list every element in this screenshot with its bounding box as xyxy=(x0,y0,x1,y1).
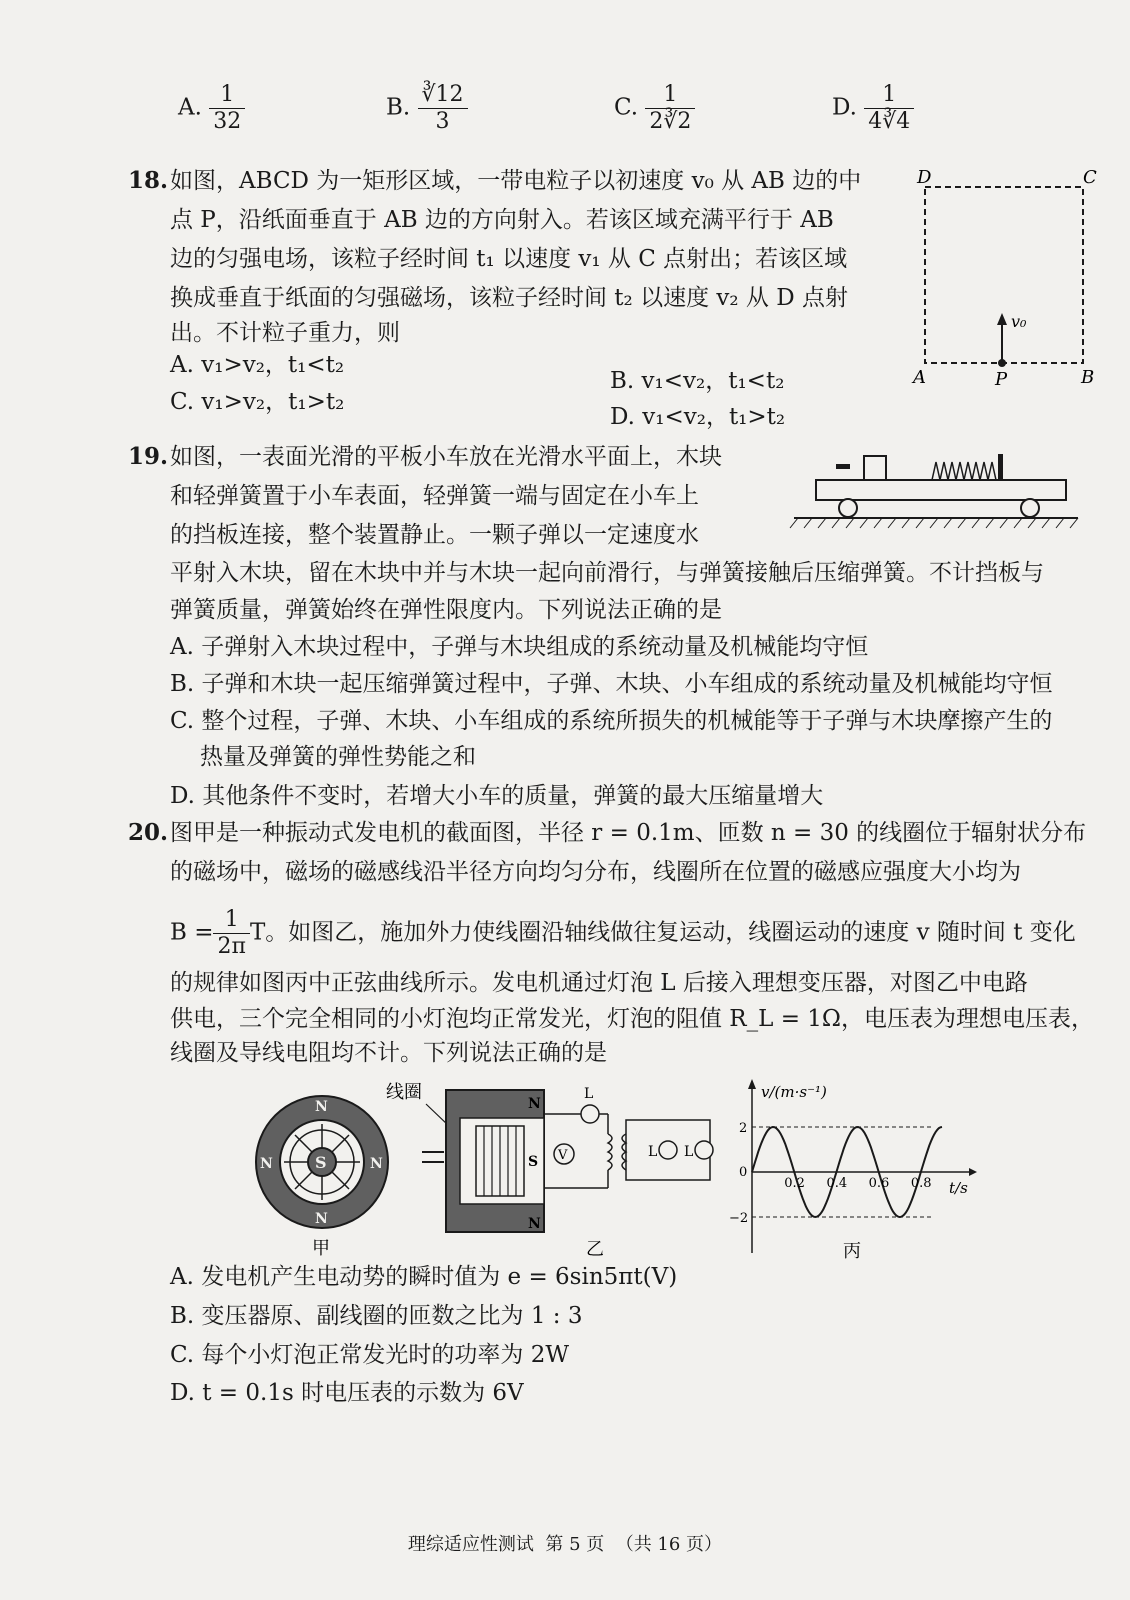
q20-option-c: C. 每个小灯泡正常发光时的功率为 2W xyxy=(170,1342,569,1368)
label-n-top: N xyxy=(315,1099,328,1115)
x-tick-0-4: 0.4 xyxy=(826,1176,848,1191)
q19-line-4: 平射入木块，留在木块中并与木块一起向前滑行，与弹簧接触后压缩弹簧。不计挡板与 xyxy=(170,560,1044,586)
q17-option-c xyxy=(614,82,695,135)
frac-den: 2π xyxy=(217,934,246,959)
q20-fig-bing-chart xyxy=(725,1075,990,1265)
q20-line-5: 供电，三个完全相同的小灯泡均正常发光，灯泡的阻值 R_L = 1Ω，电压表为理想电压表， xyxy=(170,1006,1094,1032)
frac-num: ∛12 xyxy=(418,82,468,109)
frac-den: 2∛2 xyxy=(649,109,692,134)
cart-board xyxy=(816,480,1066,500)
q19-cart-figure xyxy=(786,446,1086,536)
q20-line-4: 的规律如图丙中正弦曲线所示。发电机通过灯泡 L 后接入理想变压器，对图乙中电路 xyxy=(170,970,1028,996)
label-n-right: N xyxy=(370,1156,383,1172)
caption-yi: 乙 xyxy=(586,1239,604,1260)
label-s: S xyxy=(315,1153,327,1172)
caption-jia: 甲 xyxy=(312,1238,330,1259)
label-n-left: N xyxy=(260,1156,273,1172)
bulb-l-parallel-1-label: L xyxy=(648,1144,658,1160)
x-axis-label: t/s xyxy=(949,1179,968,1197)
q18-option-b: B. v₁<v₂，t₁<t₂ xyxy=(610,368,785,394)
wood-block xyxy=(864,456,886,480)
bulb-l-series-label: L xyxy=(584,1086,594,1102)
q19-line-2: 和轻弹簧置于小车表面，轻弹簧一端与固定在小车上 xyxy=(170,483,699,509)
bulb-l-series xyxy=(581,1105,599,1123)
q17-option-b-label: B. xyxy=(386,94,411,121)
q18-line-1: 如图，ABCD 为一矩形区域，一带电粒子以初速度 v₀ 从 AB 边的中 xyxy=(170,168,862,194)
q20-line-6: 线圈及导线电阻均不计。下列说法正确的是 xyxy=(170,1040,607,1066)
q20-fig-jia xyxy=(252,1090,402,1260)
q17-option-c-frac xyxy=(645,82,695,135)
frac-den: 32 xyxy=(213,109,242,134)
transformer-primary xyxy=(608,1134,612,1170)
label-b: B xyxy=(1081,367,1095,388)
y-tick-neg2: −2 xyxy=(729,1211,749,1226)
q19-line-3: 的挡板连接，整个装置静止。一颗子弹以一定速度水 xyxy=(170,522,699,548)
y-tick-2: 2 xyxy=(739,1121,748,1136)
q18-line-5: 出。不计粒子重力，则 xyxy=(170,320,400,346)
q17-option-a-frac xyxy=(209,82,245,135)
q18-option-a: A. v₁>v₂，t₁<t₂ xyxy=(170,352,345,378)
label-n-bottom: N xyxy=(528,1216,541,1232)
frac-num: 1 xyxy=(209,82,245,109)
q20-line-1: 图甲是一种振动式发电机的截面图，半径 r = 0.1m、匝数 n = 30 的线圈位于辐射状分布 xyxy=(170,820,1087,846)
q20-line-3-post: T。如图乙，施加外力使线圈沿轴线做往复运动，线圈运动的速度 v 随时间 t 变化 xyxy=(249,919,1076,946)
bulb-l-parallel-1 xyxy=(659,1141,677,1159)
q17-option-a xyxy=(178,82,245,135)
q18-option-c: C. v₁>v₂，t₁>t₂ xyxy=(170,389,345,415)
q19-number: 19. xyxy=(128,443,169,470)
q18-line-4: 换成垂直于纸面的匀强磁场，该粒子经时间 t₂ 以速度 v₂ 从 D 点射 xyxy=(170,285,848,311)
q20-option-b: B. 变压器原、副线圈的匝数之比为 1 : 3 xyxy=(170,1303,583,1329)
label-c: C xyxy=(1083,167,1097,188)
q18-number: 18. xyxy=(128,167,169,194)
coil-label: 线圈 xyxy=(386,1082,422,1103)
y-tick-0: 0 xyxy=(739,1165,748,1180)
q17-option-d xyxy=(832,82,914,135)
q20-option-a: A. 发电机产生电动势的瞬时值为 e = 6sin5πt(V) xyxy=(170,1264,678,1290)
ground-hatch xyxy=(790,518,1078,528)
q19-option-d: D. 其他条件不变时，若增大小车的质量，弹簧的最大压缩量增大 xyxy=(170,783,824,809)
q20-option-d: D. t = 0.1s 时电压表的示数为 6V xyxy=(170,1380,524,1406)
velocity-arrowhead xyxy=(997,313,1007,325)
x-axis-arrowhead xyxy=(969,1168,977,1176)
spring xyxy=(932,462,996,480)
q20-line-2: 的磁场中，磁场的磁感线沿半径方向均匀分布，线圈所在位置的磁感应强度大小均为 xyxy=(170,859,1021,885)
x-tick-0-8: 0.8 xyxy=(910,1176,932,1191)
frac-num: 1 xyxy=(213,907,249,934)
q17-option-d-label: D. xyxy=(832,94,857,121)
q19-option-b: B. 子弹和木块一起压缩弹簧过程中，子弹、木块、小车组成的系统动量及机械能均守恒 xyxy=(170,671,1053,697)
rectangle-abcd xyxy=(925,187,1083,363)
frac-den: 4∛4 xyxy=(868,109,911,134)
frac-den: 3 xyxy=(435,109,450,134)
q18-line-2: 点 P，沿纸面垂直于 AB 边的方向射入。若该区域充满平行于 AB xyxy=(170,207,834,233)
cart-wheel-left xyxy=(839,499,857,517)
q19-line-5: 弹簧质量，弹簧始终在弹性限度内。下列说法正确的是 xyxy=(170,597,722,623)
q19-option-a: A. 子弹射入木块过程中，子弹与木块组成的系统动量及机械能均守恒 xyxy=(170,634,869,660)
cart-wheel-right xyxy=(1021,499,1039,517)
q17-option-d-frac xyxy=(864,82,914,135)
q20-line-3 xyxy=(170,907,1076,960)
label-v0: v₀ xyxy=(1011,312,1027,331)
label-s: S xyxy=(528,1154,539,1170)
q20-fig-yi xyxy=(386,1070,726,1260)
frac-num: 1 xyxy=(645,82,695,109)
label-d: D xyxy=(917,167,932,188)
y-axis-label: v/(m·s⁻¹) xyxy=(761,1083,827,1101)
y-axis-arrowhead xyxy=(748,1079,756,1089)
q17-option-b-frac xyxy=(418,82,468,135)
label-n-bottom: N xyxy=(315,1211,328,1227)
caption-bing: 丙 xyxy=(843,1241,861,1262)
label-p: P xyxy=(995,369,1008,390)
page-footer: 理综适应性测试 第 5 页 （共 16 页） xyxy=(407,1534,723,1555)
q17-option-b xyxy=(386,82,468,135)
voltmeter-label: V xyxy=(558,1148,568,1163)
x-tick-0-2: 0.2 xyxy=(784,1176,805,1191)
bullet xyxy=(836,464,850,469)
q17-option-c-label: C. xyxy=(614,94,639,121)
bulb-l-parallel-2-label: L xyxy=(684,1144,694,1160)
q20-b-fraction xyxy=(213,907,249,960)
q17-option-a-label: A. xyxy=(178,94,202,121)
frac-num: 1 xyxy=(864,82,914,109)
label-n-top: N xyxy=(528,1096,541,1112)
q20-number: 20. xyxy=(128,819,169,846)
q18-rectangle-figure xyxy=(905,165,1105,395)
q19-option-c: C. 整个过程，子弹、木块、小车组成的系统所损失的机械能等于子弹与木块摩擦产生的 xyxy=(170,708,1053,734)
q18-option-d: D. v₁<v₂，t₁>t₂ xyxy=(610,404,786,430)
q19-option-c-cont: 热量及弹簧的弹性势能之和 xyxy=(200,744,476,770)
x-tick-0-6: 0.6 xyxy=(868,1176,890,1191)
baffle-plate xyxy=(998,454,1003,480)
q19-line-1: 如图，一表面光滑的平板小车放在光滑水平面上，木块 xyxy=(170,444,722,470)
bulb-l-parallel-2 xyxy=(695,1141,713,1159)
q20-line-3-pre: B = xyxy=(170,919,214,946)
label-a: A xyxy=(913,367,926,388)
q18-line-3: 边的匀强电场，该粒子经时间 t₁ 以速度 v₁ 从 C 点射出；若该区域 xyxy=(170,246,848,272)
